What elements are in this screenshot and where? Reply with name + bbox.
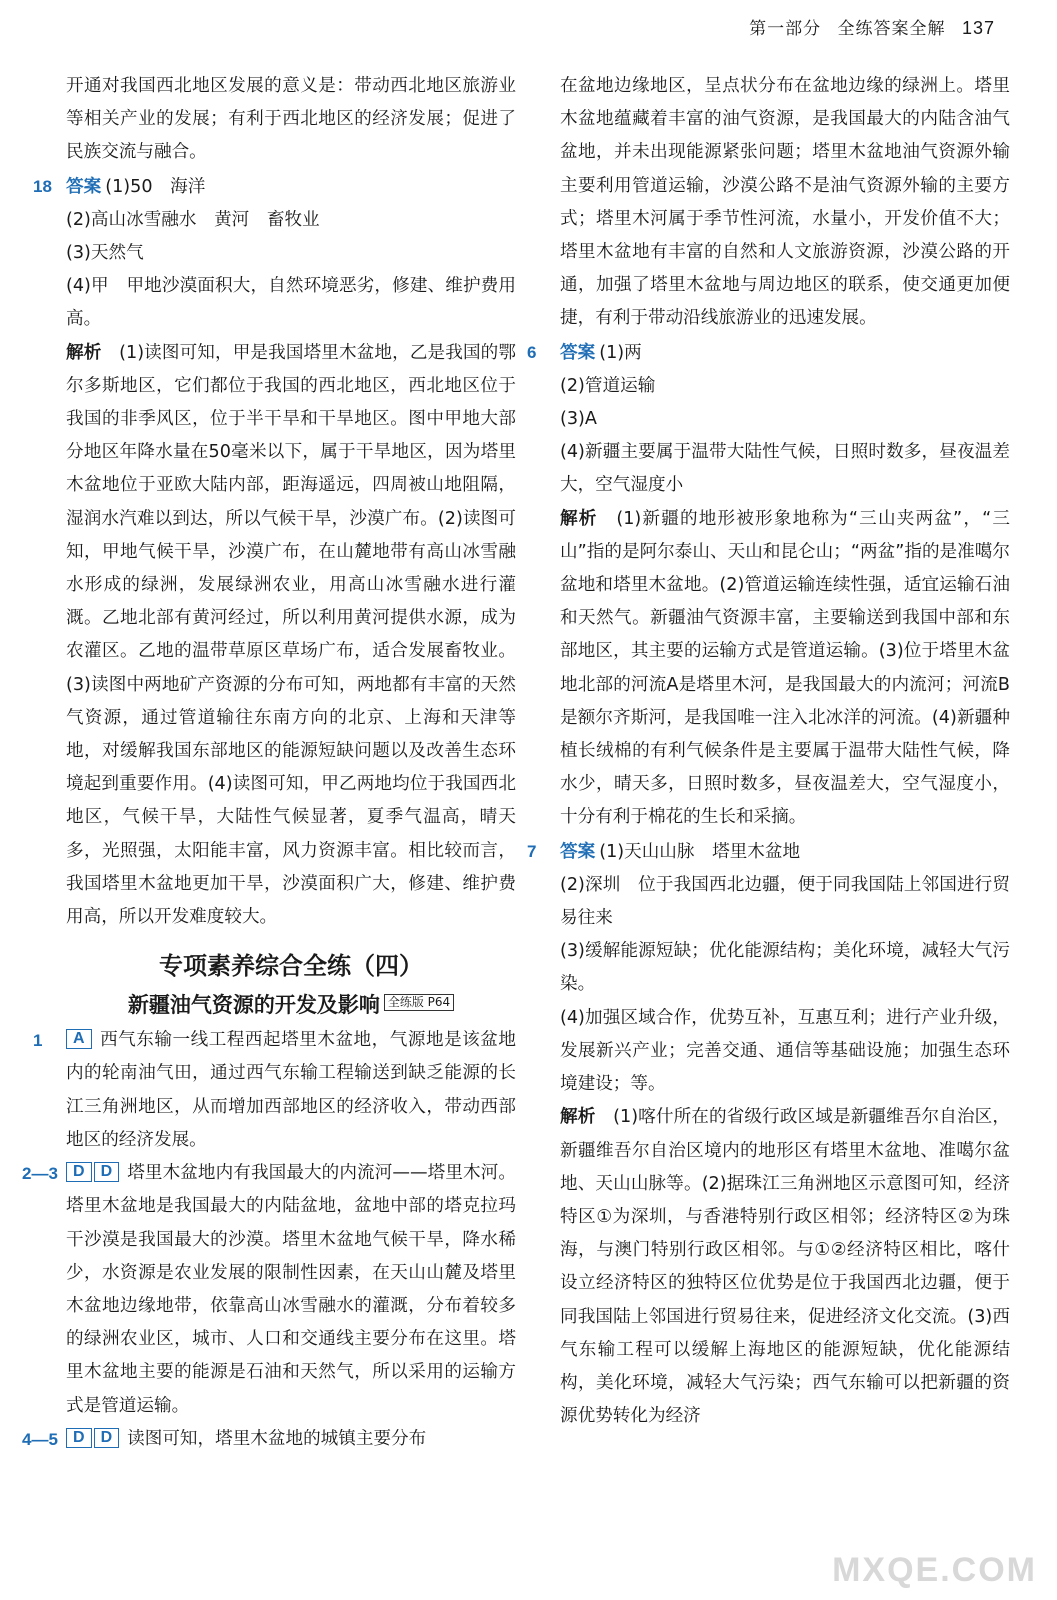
answer-label: 答案 bbox=[66, 175, 102, 196]
analysis-label: 解析 bbox=[560, 508, 598, 529]
answer-box: D bbox=[94, 1162, 120, 1182]
question-text: 读图可知，塔里木盆地的城镇主要分布 bbox=[127, 1428, 427, 1449]
header-title: 全练答案全解 bbox=[837, 19, 946, 39]
question-number: 7 bbox=[527, 841, 537, 861]
section-title: 专项素养综合全练（四） bbox=[159, 952, 423, 981]
watermark: MXQE.COM bbox=[832, 1551, 1037, 1589]
answer-3: (3)天然气 bbox=[66, 243, 144, 264]
answer-box: D bbox=[66, 1428, 92, 1448]
answer-1: (1)50 海洋 bbox=[105, 176, 206, 197]
answer-2: (2)管道运输 bbox=[560, 375, 656, 396]
answer-3: (3)缓解能源短缺；优化能源结构；美化环境，减轻大气污染。 bbox=[560, 941, 1010, 995]
answer-2: (2)高山冰雪融水 黄河 畜牧业 bbox=[66, 209, 320, 230]
question-number: 6 bbox=[527, 342, 537, 362]
analysis-text: (1)喀什所在的省级行政区域是新疆维吾尔自治区，新疆维吾尔自治区境内的地形区有塔里木盆地、准噶尔盆地、天山山脉等。(2)据珠江三角洲地区示意图可知，经济特区①为深圳，与香港特别行政区相邻；经济特区②为珠海，与澳门特别行政区相邻。与①②经济特区相比，喀什设立经济特区的独特区位优势是位于我国西北边疆，便于同我国陆上邻国进行贸易往来，促进经济文化交流。(3)西气东输工程可以缓解上海地区的能源短缺，优化能源结构，美化环境，减轻大气污染；西气东输可以把新疆的资源优势转化为经济 bbox=[560, 1107, 1010, 1427]
header-part: 第一部分 bbox=[749, 19, 822, 39]
answer-4: (4)甲 甲地沙漠面积大，自然环境恶劣，修建、维护费用高。 bbox=[66, 276, 516, 330]
question-number: 18 bbox=[33, 176, 52, 196]
question-text: 塔里木盆地内有我国最大的内流河——塔里木河。塔里木盆地是我国最大的内陆盆地，盆地中部的塔克拉玛干沙漠是我国最大的沙漠。塔里木盆地气候干旱，降水稀少，水资源是农业发展的限制性因素，在天山山麓及塔里木盆地边缘地带，依靠高山冰雪融水的灌溉，分布着较多的绿洲农业区，城市、人口和交通线主要分布在这里。塔里木盆地主要的能源是石油和天然气，所以采用的运输方式是管道运输。 bbox=[66, 1163, 516, 1416]
question-1 bbox=[33, 1024, 516, 1157]
question-2-3 bbox=[22, 1157, 516, 1423]
answer-4: (4)新疆主要属于温带大陆性气候，日照时数多，昼夜温差大，空气湿度小 bbox=[560, 442, 1010, 496]
question-7 bbox=[527, 835, 1010, 1434]
question-number: 4—5 bbox=[22, 1429, 58, 1449]
answer-1: (1)两 bbox=[599, 342, 642, 363]
question-6 bbox=[527, 336, 1010, 835]
left-column bbox=[22, 70, 516, 1456]
question-number: 1 bbox=[33, 1031, 43, 1051]
analysis-label: 解析 bbox=[66, 342, 102, 363]
analysis-text: (1)新疆的地形被形象地称为“三山夹两盆”，“三山”指的是阿尔泰山、天山和昆仑山；“两盆”指的是准噶尔盆地和塔里木盆地。(2)管道运输连续性强，适宜运输石油和天然气。新疆油气资源丰富，主要输送到我国中部和东部地区，其主要的运输方式是管道运输。(3)位于塔里木盆地北部的河流A是塔里木河，是我国最大的内流河；河流B是额尔齐斯河，是我国唯一注入北冰洋的河流。(4)新疆种植长绒棉的有利气候条件是主要属于温带大陆性气候，降水少，晴天多，日照时数多，昼夜温差大，空气湿度小，十分有利于棉花的生长和采摘。 bbox=[560, 508, 1010, 828]
answer-4: (4)加强区域合作，优势互补，互惠互利；进行产业升级，发展新兴产业；完善交通、通信等基础设施；加强生态环境建设；等。 bbox=[560, 1007, 1010, 1095]
section-tag: 全练版 P64 bbox=[384, 994, 454, 1011]
section-subtitle bbox=[66, 986, 516, 1024]
page-number: 137 bbox=[961, 18, 995, 38]
answer-box: D bbox=[66, 1162, 92, 1182]
question-18 bbox=[33, 170, 516, 935]
analysis-text: (1)读图可知，甲是我国塔里木盆地，乙是我国的鄂尔多斯地区，它们都位于我国的西北地区，西北地区位于我国的非季风区，位于半干旱和干旱地区。图中甲地大部分地区年降水量在50毫米以下，属于干旱地区，因为塔里木盆地位于亚欧大陆内部，距海遥远，四周被山地阻隔，湿润水汽难以到达，所以气候干旱，沙漠广布。(2)读图可知，甲地气候干旱，沙漠广布，在山麓地带有高山冰雪融水形成的绿洲，发展绿洲农业，用高山冰雪融水进行灌溉。乙地北部有黄河经过，所以利用黄河提供水源，成为农灌区。乙地的温带草原区草场广布，适合发展畜牧业。(3)读图中两地矿产资源的分布可知，两地都有丰富的天然气资源，通过管道输往东南方向的北京、上海和天津等地，对缓解我国东部地区的能源短缺问题以及改善生态环境起到重要作用。(4)读图可知，甲乙两地均位于我国西北地区，气候干旱，大陆性气候显著，夏季气温高，晴天多，光照强，太阳能丰富，风力资源丰富。相比较而言，我国塔里木盆地更加干旱，沙漠面积广大，修建、维护费用高，所以开发难度较大。 bbox=[66, 342, 516, 928]
section-subtitle-text: 新疆油气资源的开发及影响 bbox=[127, 993, 380, 1018]
continued-paragraph: 开通对我国西北地区发展的意义是：带动西北地区旅游业等相关产业的发展；有利于西北地区的经济发展；促进了民族交流与融合。 bbox=[66, 76, 516, 163]
answer-1: (1)天山山脉 塔里木盆地 bbox=[599, 841, 801, 862]
answer-label: 答案 bbox=[560, 840, 596, 861]
page-header bbox=[739, 14, 995, 39]
question-4-5 bbox=[22, 1423, 516, 1456]
answer-label: 答案 bbox=[560, 341, 596, 362]
answer-box: D bbox=[94, 1428, 120, 1448]
question-number: 2—3 bbox=[22, 1164, 58, 1184]
question-text: 西气东输一线工程西起塔里木盆地，气源地是该盆地内的轮南油气田，通过西气东输工程输送到缺乏能源的长江三角洲地区，从而增加西部地区的经济收入，带动西部地区的经济发展。 bbox=[66, 1030, 516, 1150]
analysis-label: 解析 bbox=[560, 1107, 596, 1128]
answer-3: (3)A bbox=[560, 409, 597, 430]
answer-box: A bbox=[66, 1029, 92, 1049]
right-column bbox=[527, 70, 1010, 1433]
continued-paragraph: 在盆地边缘地区，呈点状分布在盆地边缘的绿洲上。塔里木盆地蕴藏着丰富的油气资源，是我国最大的内陆含油气盆地，并未出现能源紧张问题；塔里木盆地油气资源外输主要利用管道运输，沙漠公路不是油气资源外输的主要方式；塔里木河属于季节性河流，水量小，开发价值不大；塔里木盆地有丰富的自然和人文旅游资源，沙漠公路的开通，加强了塔里木盆地与周边地区的联系，使交通更加便捷，有利于带动沿线旅游业的迅速发展。 bbox=[560, 76, 1010, 329]
answer-2: (2)深圳 位于我国西北边疆，便于同我国陆上邻国进行贸易往来 bbox=[560, 874, 1010, 929]
